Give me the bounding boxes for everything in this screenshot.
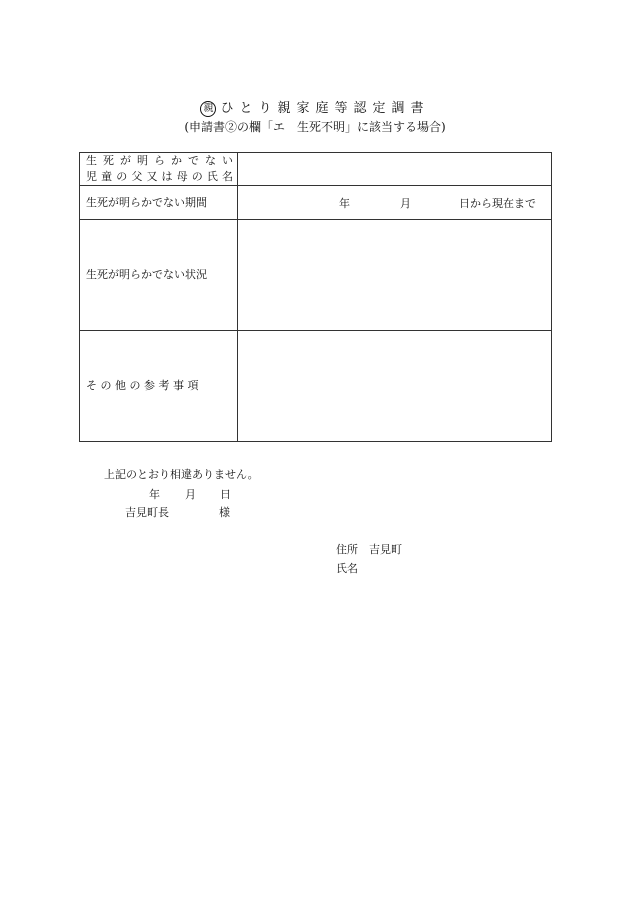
- table-row-missing-parent-name: [80, 153, 552, 186]
- oya-circle-mark: 親: [200, 101, 216, 117]
- label-other-notes: そ の 他 の 参 考 事 項: [80, 331, 238, 442]
- form-title: [0, 97, 630, 117]
- label-line-2: 児童の父又は母の氏名: [86, 170, 233, 183]
- period-year-unit: 年: [339, 197, 350, 210]
- date-day-unit: 日: [220, 488, 231, 501]
- applicant-address: 住所 吉見町: [336, 543, 402, 556]
- declaration-statement: 上記のとおり相違ありません。: [104, 468, 259, 481]
- label-missing-parent-name: [80, 153, 238, 186]
- label-line-1: 生死が明らかでない: [86, 154, 233, 167]
- period-month-unit: 月: [400, 197, 411, 210]
- missing-parent-name-field[interactable]: [238, 153, 552, 186]
- date-month-unit: 月: [185, 488, 196, 501]
- form-title-text: ひとり親家庭等認定調書: [220, 101, 430, 116]
- certification-table: [79, 152, 552, 442]
- table-row-missing-situation: [80, 220, 552, 331]
- table-row-missing-period: [80, 186, 552, 220]
- addressee-name: 吉見町長: [125, 506, 169, 519]
- label-missing-situation: 生死が明らかでない状況: [80, 220, 238, 331]
- label-missing-period: 生死が明らかでない期間: [80, 186, 238, 220]
- addressee-honorific: 様: [219, 506, 230, 519]
- date-year-unit: 年: [149, 488, 160, 501]
- period-day-suffix: 日から現在まで: [459, 197, 536, 210]
- other-notes-field[interactable]: [238, 331, 552, 442]
- missing-period-field[interactable]: [238, 186, 552, 220]
- missing-situation-field[interactable]: [238, 220, 552, 331]
- table-row-other-notes: [80, 331, 552, 442]
- form-subtitle: (申請書②の欄「エ 生死不明」に該当する場合): [184, 120, 446, 134]
- applicant-name: 氏名: [336, 562, 358, 575]
